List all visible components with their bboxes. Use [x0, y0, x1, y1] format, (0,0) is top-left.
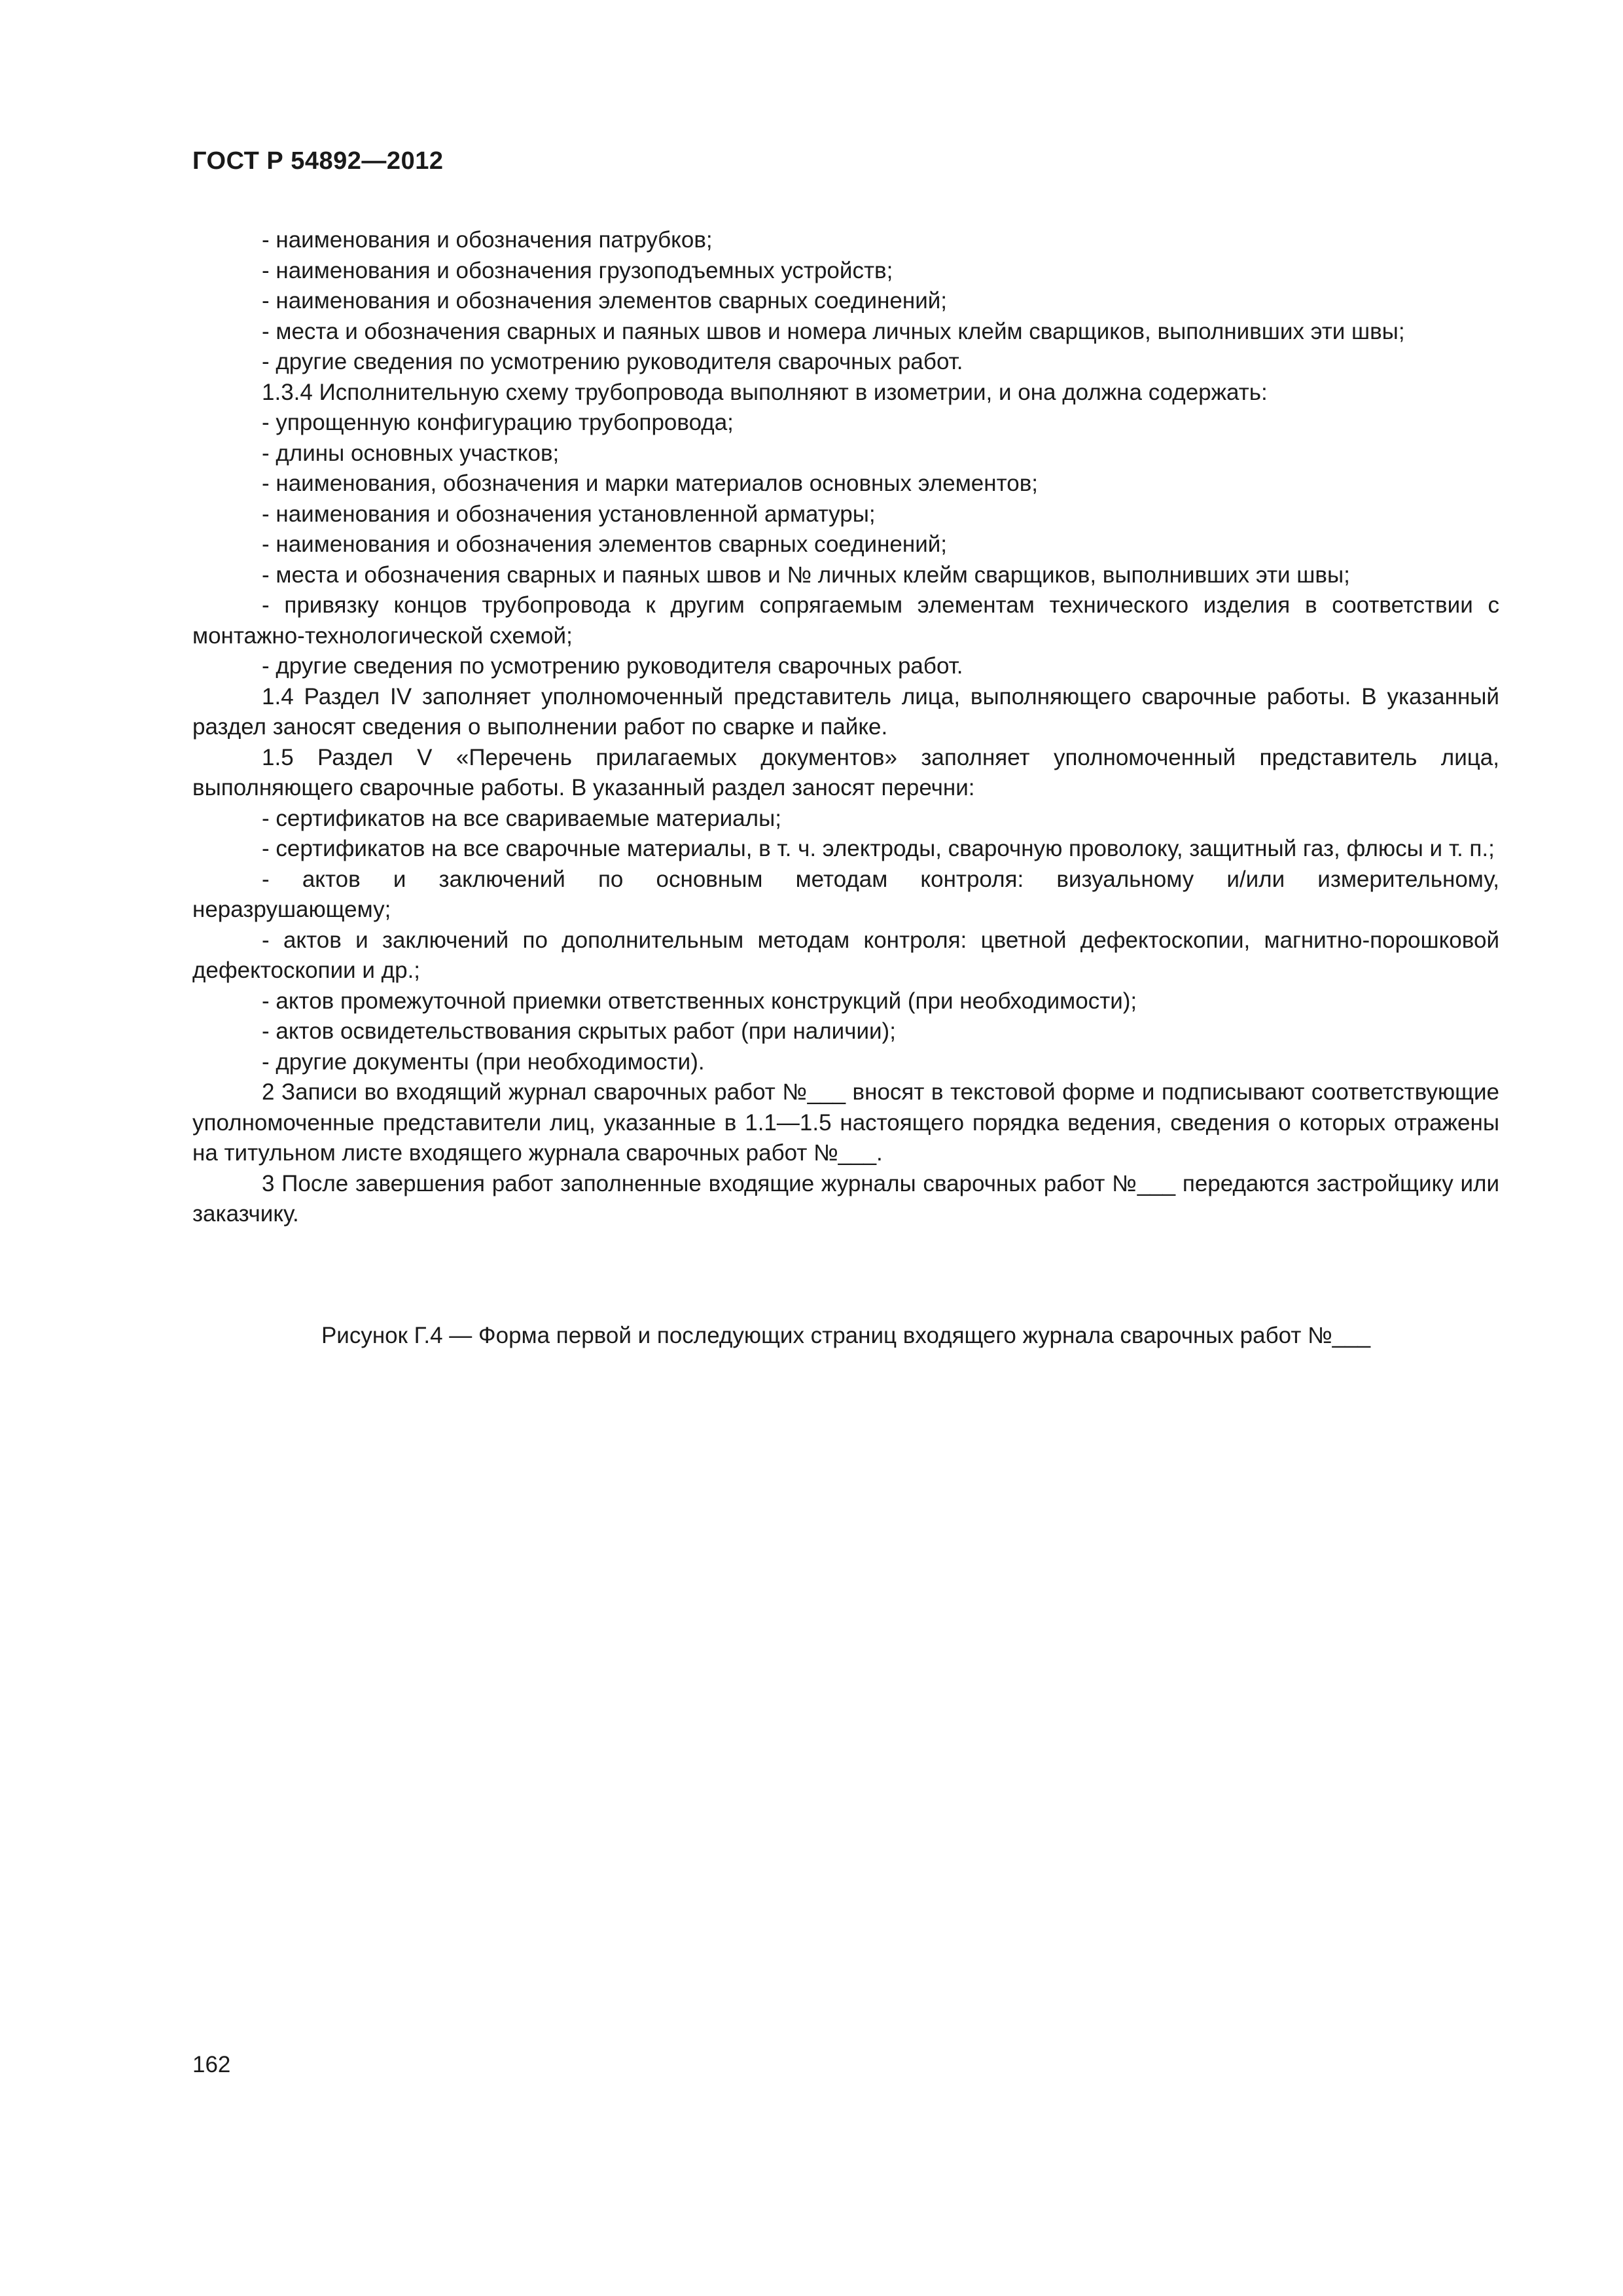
list-item: - места и обозначения сварных и паяных швов и номера личных клейм сварщиков, выполнивших эти швы;	[262, 318, 1405, 344]
list-item: - сертификатов на все свариваемые материалы;	[262, 805, 781, 831]
clause-paragraph: 1.3.4 Исполнительную схему трубопровода выполняют в изометрии, и она должна содержать:	[262, 379, 1268, 405]
list-item: - сертификатов на все сварочные материалы, в т. ч. электроды, сварочную проволоку, защитный газ, флюсы и т. п.;	[262, 836, 1495, 861]
list-item: - актов и заключений по основным методам контроля: визуальному и/или измерительному,	[262, 866, 1499, 892]
list-item: - привязку концов трубопровода к другим сопрягаемым элементам технического изделия в соответствии с монтажно-технологической схемой;	[192, 592, 1499, 649]
list-item: - другие документы (при необходимости).	[262, 1049, 705, 1075]
list-item: - наименования и обозначения патрубков;	[262, 227, 713, 253]
clause-paragraph: 2 Записи во входящий журнал сварочных работ №___ вносят в текстовой форме и подписывают соответствующие уполномоченные представители лиц, указанные в 1.1—1.5 настоящего порядка ведения, сведения о которых отражены на титульном листе входящего журнала сварочных работ №___.	[192, 1079, 1499, 1166]
list-item: - актов и заключений по дополнительным методам контроля: цветной дефектоскопии, магнитно-порошковой дефектоскопии и др.;	[192, 927, 1499, 983]
list-item: - актов промежуточной приемки ответственных конструкций (при необходимости);	[262, 988, 1137, 1014]
document-body	[192, 225, 1499, 1230]
document-header: ГОСТ Р 54892—2012	[192, 147, 444, 175]
figure-caption: Рисунок Г.4 — Форма первой и последующих страниц входящего журнала сварочных работ №___	[321, 1323, 1371, 1348]
list-item: - наименования и обозначения грузоподъемных устройств;	[262, 257, 893, 283]
list-item: - наименования и обозначения элементов сварных соединений;	[262, 531, 948, 557]
list-item: - наименования и обозначения установленной арматуры;	[262, 501, 876, 527]
list-item: - другие сведения по усмотрению руководителя сварочных работ.	[262, 349, 963, 374]
list-item: - наименования, обозначения и марки материалов основных элементов;	[262, 471, 1039, 496]
clause-paragraph: 1.5 Раздел V «Перечень прилагаемых документов» заполняет уполномоченный представитель лица, выполняющего сварочные работы. В указанный раздел заносят перечни:	[192, 744, 1499, 800]
list-item: - другие сведения по усмотрению руководителя сварочных работ.	[262, 653, 963, 679]
page-number: 162	[192, 2052, 231, 2077]
list-item: - места и обозначения сварных и паяных швов и № личных клейм сварщиков, выполнивших эти швы;	[262, 562, 1350, 588]
list-item: - длины основных участков;	[262, 440, 560, 466]
list-item: - наименования и обозначения элементов сварных соединений;	[262, 288, 948, 314]
clause-paragraph: 3 После завершения работ заполненные входящие журналы сварочных работ №___ передаются застройщику или заказчику.	[192, 1170, 1499, 1227]
list-item-continuation: неразрушающему;	[192, 897, 391, 922]
clause-paragraph: 1.4 Раздел IV заполняет уполномоченный представитель лица, выполняющего сварочные работы. В указанный раздел заносят сведения о выполнении работ по сварке и пайке.	[192, 683, 1499, 740]
list-item: - актов освидетельствования скрытых работ (при наличии);	[262, 1018, 896, 1044]
list-item: - упрощенную конфигурацию трубопровода;	[262, 410, 734, 435]
